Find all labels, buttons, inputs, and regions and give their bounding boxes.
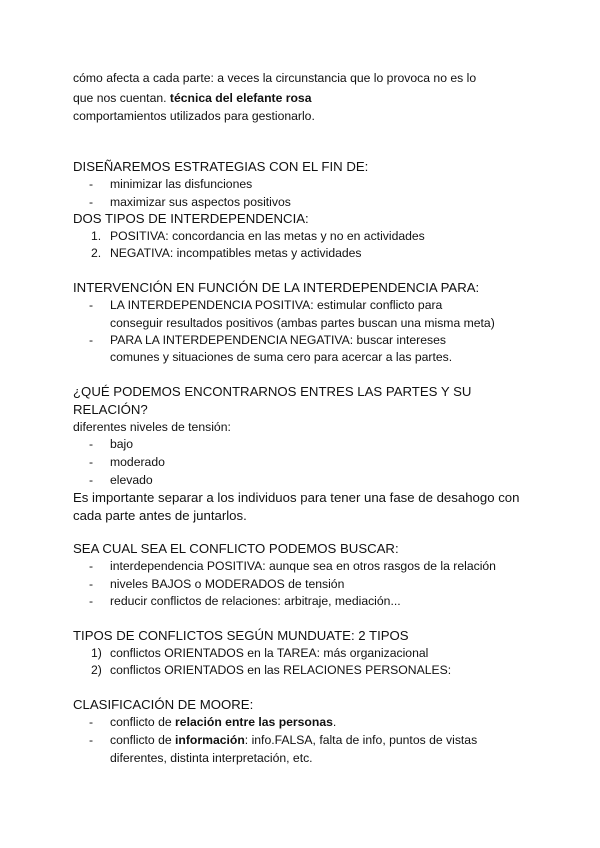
section-heading-question-cont: RELACIÓN? (73, 402, 148, 417)
tension-levels-label: diferentes niveles de tensión: (73, 420, 231, 434)
list-item-continuation: conseguir resultados positivos (ambas partes buscan una misma meta) (110, 316, 495, 330)
intro-line-2 (73, 90, 311, 107)
bullet-marker: - (89, 577, 94, 591)
list-item: LA INTERDEPENDENCIA POSITIVA: estimular conflicto para (110, 298, 443, 312)
section-heading-moore: CLASIFICACIÓN DE MOORE: (73, 697, 254, 712)
bullet-marker: - (89, 437, 94, 451)
list-item: elevado (110, 473, 153, 487)
bullet-marker: - (89, 594, 94, 608)
bullet-marker: - (89, 195, 94, 209)
note-line-1: Es importante separar a los individuos para tener una fase de desahogo con (73, 490, 520, 505)
intro-line-1: cómo afecta a cada parte: a veces la circunstancia que lo provoca no es lo (73, 71, 477, 85)
bullet-marker: - (89, 733, 94, 747)
list-item-information (110, 732, 477, 749)
list-number: 1) (91, 646, 102, 660)
bullet-marker: - (89, 177, 94, 191)
list-item: PARA LA INTERDEPENDENCIA NEGATIVA: buscar intereses (110, 333, 446, 347)
list-item-text: . (332, 715, 337, 729)
bullet-marker: - (89, 333, 94, 347)
section-heading-question: ¿QUÉ PODEMOS ENCONTRARNOS ENTRES LAS PARTES Y SU (73, 384, 472, 399)
bullet-marker: - (89, 455, 94, 469)
list-item-text: conflicto de (110, 715, 176, 729)
list-item: conflictos ORIENTADOS en las RELACIONES PERSONALES: (110, 663, 452, 677)
list-item: maximizar sus aspectos positivos (110, 195, 291, 209)
list-item: niveles BAJOS o MODERADOS de tensión (110, 577, 345, 591)
list-item: bajo (110, 437, 134, 451)
list-item: minimizar las disfunciones (110, 177, 253, 191)
list-item: conflictos ORIENTADOS en la TAREA: más organizacional (110, 646, 429, 660)
section-heading-strategies: DISEÑAREMOS ESTRATEGIAS CON EL FIN DE: (73, 159, 369, 174)
information-term: información (175, 733, 245, 747)
list-number: 2) (91, 663, 102, 677)
list-item-continuation: comunes y situaciones de suma cero para acercar a las partes. (110, 350, 453, 364)
list-item: moderado (110, 455, 165, 469)
relation-between-people: relación entre las personas (175, 715, 333, 729)
bullet-marker: - (89, 298, 94, 312)
list-item-text: : info.FALSA, falta de info, puntos de vistas (244, 733, 478, 747)
section-heading-munduate: TIPOS DE CONFLICTOS SEGÚN MUNDUATE: 2 TIPOS (73, 628, 409, 643)
list-item-relation (110, 714, 336, 731)
list-number: 2. (91, 246, 102, 260)
list-item: NEGATIVA: incompatibles metas y actividades (110, 246, 362, 260)
bullet-marker: - (89, 473, 94, 487)
intro-line-3: comportamientos utilizados para gestionarlo. (73, 109, 315, 123)
list-item-text: conflicto de (110, 733, 176, 747)
list-item: reducir conflictos de relaciones: arbitraje, mediación... (110, 594, 401, 608)
list-number: 1. (91, 229, 102, 243)
list-item: interdependencia POSITIVA: aunque sea en otros rasgos de la relación (110, 559, 496, 573)
list-item: POSITIVA: concordancia en las metas y no en actividades (110, 229, 425, 243)
intro-line-2-text: que nos cuentan. (73, 91, 170, 105)
bullet-marker: - (89, 559, 94, 573)
section-heading-search: SEA CUAL SEA EL CONFLICTO PODEMOS BUSCAR: (73, 541, 399, 556)
pink-elephant-technique: técnica del elefante rosa (169, 91, 312, 105)
section-heading-intervention: INTERVENCIÓN EN FUNCIÓN DE LA INTERDEPENDENCIA PARA: (73, 280, 480, 295)
list-item-continuation: diferentes, distinta interpretación, etc. (110, 751, 313, 765)
section-heading-interdependence: DOS TIPOS DE INTERDEPENDENCIA: (73, 211, 309, 226)
note-line-2: cada parte antes de juntarlos. (73, 508, 247, 523)
bullet-marker: - (89, 715, 94, 729)
